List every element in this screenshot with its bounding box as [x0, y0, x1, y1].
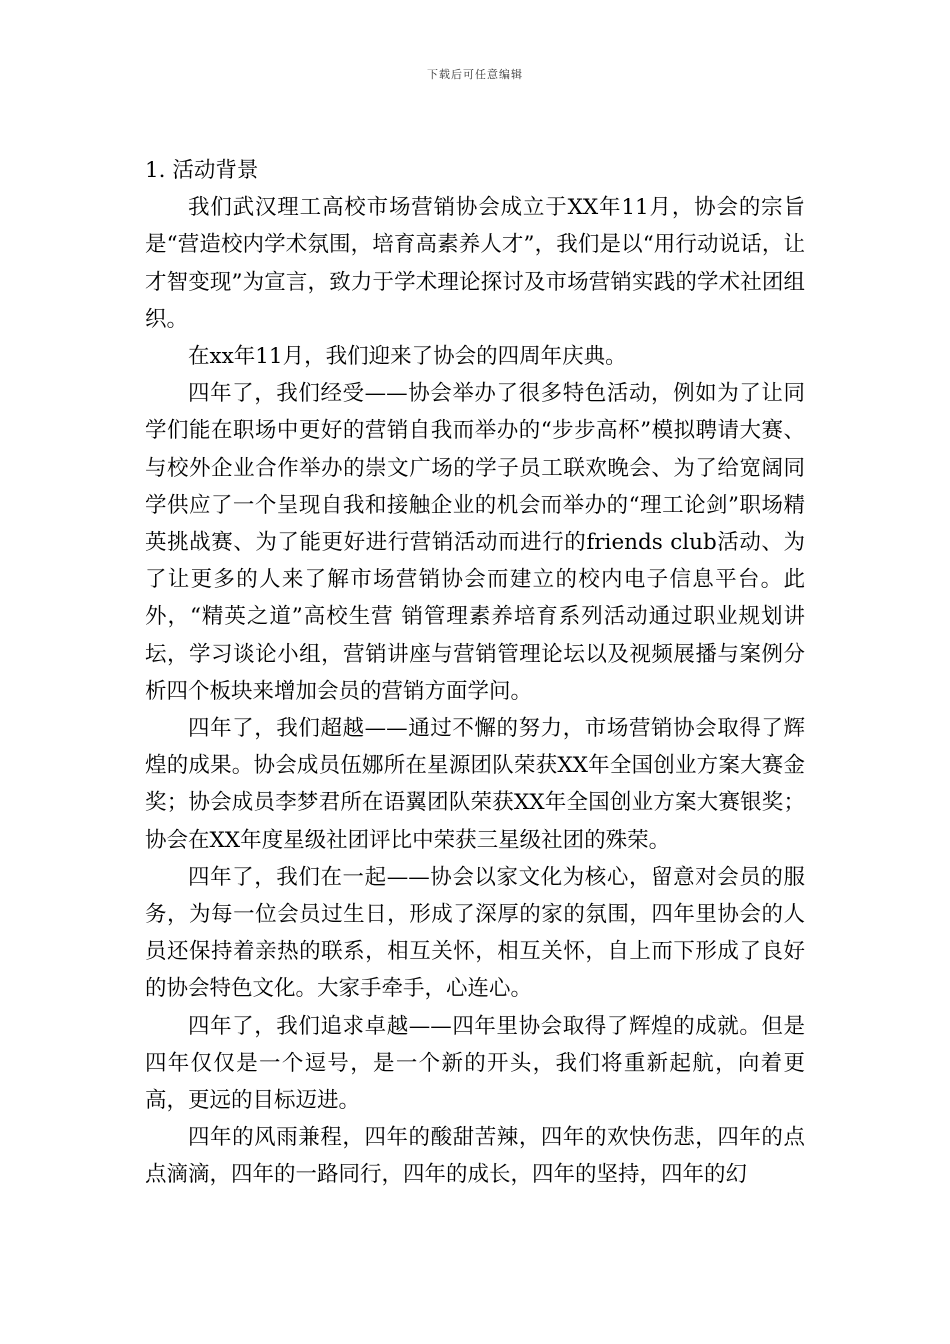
paragraph-association-intro: 我们武汉理工高校市场营销协会成立于XX年11月，协会的宗旨是“营造校内学术氛围，培育高素养人才”，我们是以“用行动说话，让才智变现”为宣言，致力于学术理论探讨及市场营销实践的学术社团组织。: [145, 195, 805, 332]
section-title: 1. 活动背景: [145, 158, 259, 183]
paragraph-anniversary: 在xx年11月，我们迎来了协会的四周年庆典。: [188, 344, 627, 370]
paragraph-four-years: 四年的风雨兼程，四年的酸甜苦辣，四年的欢快伤悲，四年的点点滴滴，四年的一路同行，四年的成长，四年的坚持，四年的幻: [145, 1125, 805, 1188]
paragraph-activities: 四年了，我们经受——协会举办了很多特色活动，例如为了让同学们能在职场中更好的营销自我而举办的“步步高杯”模拟聘请大赛、与校外企业合作举办的崇文广场的学子员工联欢晚会、为了给宽阔同学供应了一个呈现自我和接触企业的机会而举办的“理工论剑”职场精英挑战赛、为了能更好进行营销活动而进行的friends club活动、为了让更多的人来了解市场营销协会而建立的校内电子信息平台。此外，“精英之道”高校生营 销管理素养培育系列活动通过职业规划讲坛，学习谈论小组，营销讲座与营销管理论坛以及视频展播与案例分析四个板块来增加会员的营销方面学问。: [145, 381, 805, 704]
paragraph-family-culture: 四年了，我们在一起——协会以家文化为核心，留意对会员的服务，为每一位会员过生日，形成了深厚的家的氛围，四年里协会的人员还保持着亲热的联系，相互关怀，相互关怀，自上而下形成了良好的协会特色文化。大家手牵手，心连心。: [145, 864, 805, 1002]
document-body: [145, 152, 805, 1194]
paragraph-excellence: 四年了，我们追求卓越——四年里协会取得了辉煌的成就。但是四年仅仅是一个逗号，是一个新的开头，我们将重新起航，向着更高，更远的目标迈进。: [145, 1013, 805, 1114]
page-header-note: 下载后可任意编辑: [427, 68, 523, 81]
paragraph-achievements: 四年了，我们超越——通过不懈的努力，市场营销协会取得了辉煌的成果。协会成员伍娜所在星源团队荣获XX年全国创业方案大赛金奖；协会成员李梦君所在语翼团队荣获XX年全国创业方案大赛银奖；协会在XX年度星级社团评比中荣获三星级社团的殊荣。: [145, 716, 805, 853]
